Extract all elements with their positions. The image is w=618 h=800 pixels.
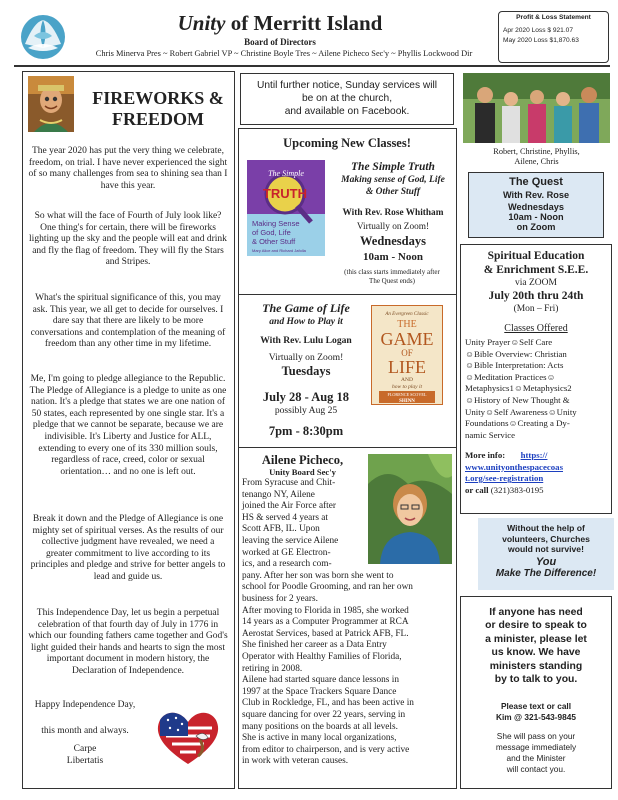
class1-mode: Virtually on Zoom!	[356, 222, 430, 232]
group-photo-caption	[463, 147, 610, 167]
quest-time: 10am - Noon	[508, 212, 564, 222]
class2-mode: Virtually on Zoom!	[268, 352, 344, 363]
ailene-bio-line: She finished her career as a Data Entry	[242, 640, 387, 651]
pass-on-text	[462, 731, 610, 775]
class2-title: The Game of Life	[262, 301, 350, 315]
ailene-bio-line: From Syracuse and Chit-	[242, 478, 336, 488]
more-info-call-label: or call	[465, 484, 489, 495]
ailene-bio-line: pany. After her son was born she went to	[242, 570, 394, 581]
registration-link[interactable]: www.unityonthespacecoas	[465, 461, 563, 472]
ailene-bio-line: worked at GE Electron-	[242, 547, 331, 558]
book2-and: AND	[401, 377, 413, 383]
ailene-bio-line: Club in Rockledge, FL, and has been active in	[242, 698, 414, 709]
class2-time: 7pm - 8:30pm	[268, 424, 344, 438]
profit-loss-row: May 2020 Loss $1,870.63	[503, 37, 579, 44]
classes-line: Unity☺Self Awareness☺Unity	[465, 406, 577, 417]
class1-subtitle-line: Making sense of God, Life	[341, 175, 445, 185]
minister-need-text	[462, 606, 610, 686]
middle-divider	[238, 294, 457, 295]
see-title-line: Spiritual Education	[487, 250, 585, 262]
volunteers-line: Without the help of	[507, 523, 585, 533]
class1-subtitle	[330, 175, 456, 198]
classes-line: ☺History of New Thought &	[465, 394, 570, 405]
middle-divider	[238, 447, 457, 448]
ailene-bio-line: tenango NY, Ailene	[242, 489, 315, 500]
board-heading: Board of Directors	[244, 37, 316, 47]
ailene-bio-line: Scott AFB, IL. Upon	[242, 524, 320, 535]
classes-line: Unity Prayer☺Self Care	[465, 337, 553, 347]
header-divider	[14, 65, 610, 67]
class1-time: 10am - Noon	[363, 251, 423, 263]
profit-loss-box	[498, 11, 609, 63]
pass-line: and the Minister	[506, 753, 566, 763]
article-paragraph-2: So what will the face of Fourth of July look like? One thing's for certain, there will be fireworks lighting up the sky and the people will eat and drink and fly the flag of freedom. They will fly the Stars and Stripes.	[29, 211, 227, 268]
title-line-2: FREEDOM	[112, 109, 204, 129]
signature-line-2: Libertatis	[66, 756, 104, 766]
book-cover-sub: Making Sense	[252, 219, 300, 228]
game-of-life-book-cover	[371, 305, 443, 405]
classes-line: ☺Bible Overview: Christian	[465, 348, 567, 359]
ailene-bio-line: Aerostat Services, based at Patrick AFB, FL.	[242, 628, 409, 639]
notice-line: be on at the church,	[301, 93, 393, 104]
book2-top-line: An Evergreen Classic	[385, 312, 429, 317]
kim-phone: Kim @ 321-543-9845	[495, 712, 577, 722]
ailene-photo-image	[368, 454, 452, 564]
book2-how: how to play it	[391, 384, 423, 390]
book-cover-author: Mary Alice and Richard Jafolla	[252, 248, 306, 253]
quest-teacher: With Rev. Rose	[502, 190, 570, 200]
class1-subtitle-line: & Other Stuff	[365, 186, 421, 197]
see-dates: July 20th thru 24th	[488, 290, 584, 302]
need-line: us know. We have	[491, 647, 581, 659]
class2-possible-extension: possibly Aug 25	[274, 405, 338, 416]
kim-contact	[462, 701, 610, 723]
classes-offered-heading: Classes Offered	[504, 323, 568, 334]
masthead-title-rest: of Merritt Island	[225, 11, 383, 35]
ailene-name: Ailene Picheco,	[261, 453, 344, 467]
fireworks-freedom-title	[82, 88, 234, 130]
profit-loss-title: Profit & Loss Statement	[516, 14, 591, 21]
ailene-bio-line: After moving to Florida in 1985, she worked	[242, 605, 409, 616]
class1-note-line: The Quest ends)	[369, 277, 415, 285]
ailene-bio-line: Operator with Healthy Families of Florida,	[242, 652, 402, 662]
author-portrait-image	[28, 76, 74, 132]
caption-line: Robert, Christine, Phyllis,	[493, 147, 580, 156]
see-days: (Mon – Fri)	[513, 304, 559, 314]
volunteers-line: volunteers, Churches	[502, 533, 590, 544]
classes-line: ☺Meditation Practices☺	[465, 371, 556, 382]
article-paragraph-3: What's the spiritual significance of this, you may ask. This year, we all get to decide for ourselves. I dare say that there are likely to be more conversations and contemplation of the meaning of freedom than any other time in my lifetime.	[30, 293, 226, 350]
class1-note	[328, 268, 456, 286]
see-title-line: & Enrichment S.E.E.	[483, 264, 589, 276]
simple-truth-book-cover	[247, 160, 325, 256]
upcoming-classes-heading: Upcoming New Classes!	[283, 136, 411, 150]
more-info-phone: (321)383-0195	[490, 484, 544, 495]
unity-logo-icon	[20, 14, 66, 60]
article-paragraph-5: Break it down and the Pledge of Allegiance is one mighty set of spiritual verses. As the results of our collective judgment have revealed, we need a greater commitment to live according to its principles and pledge and strive for better angels to lead and guide us.	[30, 514, 226, 582]
ailene-bio-line: retiring in 2008.	[242, 663, 303, 674]
board-names: Chris Minerva Pres ~ Robert Gabriel VP ~ Christine Boyle Tres ~ Ailene Picheco Sec'y ~ Phyllis Lockwood Dir	[95, 49, 473, 58]
flag-heart-icon	[150, 706, 226, 768]
title-line-1: FIREWORKS &	[92, 88, 224, 108]
classes-line: namic Service	[465, 429, 516, 440]
article-paragraph-6: This Independence Day, let us begin a perpetual celebration of that fourth day of July in 1776 in which our founding fathers came together and God's light guided their hands and hearts to sign the most important document in modern history, the Declaration of Independence.	[28, 608, 228, 676]
book-cover-title-small: The Simple	[268, 169, 304, 178]
ailene-bio-line: many positions on the boards at all levels.	[242, 721, 398, 732]
notice-line: Until further notice, Sunday services will	[256, 80, 438, 91]
volunteers-box	[478, 518, 614, 590]
class2-subtitle: and How to Play it	[269, 316, 343, 327]
book2-the: THE	[397, 319, 417, 330]
ailene-bio-line: in work with veteran causes.	[242, 756, 349, 767]
classes-offered-list	[465, 337, 610, 441]
classes-line: Metaphysics1☺Metaphysics2	[465, 383, 572, 394]
ailene-bio-line: joined the Air Force after	[242, 501, 336, 512]
volunteers-line: would not survive!	[508, 544, 584, 554]
ailene-bio-line: 14 years as a Computer Programmer at RCA	[242, 617, 409, 628]
ailene-bio-line: school for Poodle Grooming, and ran her own	[242, 582, 413, 593]
class2-teacher: With Rev. Lulu Logan	[260, 335, 352, 346]
notice-line: and available on Facebook.	[284, 106, 410, 117]
article-paragraph-4: Me, I'm going to pledge allegiance to the Republic. The Pledge of Allegiance is a pledge to unite as one nation. It's a pledge that states we are one nation of 50 states, each represented by one single star. It's a pledge that we cannot be separate, because we are indivisible. It's Liberty and Justice for ALL, extending to every one of its 330 million souls, regardless of race, creed, color or sexual orientation… and no one is left out.	[29, 374, 227, 477]
book2-of: OF	[401, 348, 413, 358]
signature-line-1: Carpe	[73, 744, 97, 754]
need-line: ministers standing	[489, 660, 583, 672]
ailene-bio-line: leaving the service Ailene	[242, 536, 339, 546]
registration-link[interactable]: https://	[520, 450, 548, 460]
book2-author-1: FLORENCE SCOVEL	[387, 392, 427, 397]
book2-author-2: SHINN	[399, 399, 415, 404]
ailene-bio-line: square dancing for over 22 years, serving in	[242, 710, 406, 720]
masthead-title-italic: Unity	[177, 11, 226, 35]
pass-line: will contact you.	[506, 764, 566, 774]
class1-day: Wednesdays	[360, 234, 426, 248]
article-paragraph-1: The year 2020 has put the very thing we celebrate, freedom, on trial. I have never experienced the sight of so many challenges from sea to shining sea than I have this year.	[28, 146, 228, 191]
quest-title: The Quest	[509, 176, 563, 188]
book2-life: LIFE	[388, 357, 426, 377]
the-quest-box	[468, 172, 604, 238]
classes-line: Foundations☺Creating a Dy-	[465, 418, 570, 429]
ailene-bio-line: HS & served 4 years at	[242, 512, 328, 523]
services-notice-box	[240, 73, 454, 125]
ailene-bio-line: Ailene had started square dance lessons in	[242, 675, 399, 686]
class1-title: The Simple Truth	[351, 161, 435, 173]
class1-note-line: (this class starts immediately after	[344, 268, 440, 276]
ailene-bio-line: ics, and a research com-	[242, 559, 332, 570]
need-line: a minister, please let	[485, 633, 587, 645]
book-cover-sub: of God, Life	[252, 228, 291, 237]
more-info-label: More info:	[465, 450, 506, 460]
volunteers-difference: Make The Difference!	[495, 567, 597, 579]
ailene-bio-line: business for 2 years.	[242, 594, 318, 604]
book-cover-title-big: TRUTH	[262, 186, 308, 201]
quest-mode: on Zoom	[516, 222, 556, 232]
ailene-role: Unity Board Sec'y	[269, 467, 336, 477]
profit-loss-row: Apr 2020 Loss $ 921.07	[503, 27, 574, 34]
class1-teacher: With Rev. Rose Whitham	[342, 208, 444, 218]
need-line: If anyone has need	[489, 607, 583, 618]
pass-line: She will pass on your	[496, 731, 576, 741]
ailene-bio-line: 1997 at the Space Trackers Square Dance	[242, 686, 397, 697]
ailene-bio-line: from editor to chairperson, and is very active	[242, 744, 410, 755]
see-via: via ZOOM	[515, 278, 557, 288]
classes-line: ☺Bible Interpretation: Acts	[465, 360, 564, 371]
board-group-photo-image	[463, 73, 610, 143]
more-info-block	[465, 450, 610, 496]
see-title	[460, 249, 612, 277]
closing-line-1: Happy Independence Day,	[34, 700, 136, 710]
masthead-title	[70, 11, 490, 35]
book-cover-sub: & Other Stuff	[252, 237, 296, 246]
caption-line: Ailene, Chris	[514, 157, 559, 166]
class2-day: Tuesdays	[281, 364, 331, 378]
book2-game: GAME	[380, 329, 434, 349]
class2-dates: July 28 - Aug 18	[262, 390, 350, 404]
kim-line: Please text or call	[500, 701, 572, 711]
volunteers-you: You	[535, 555, 557, 568]
need-line: or desire to speak to	[485, 620, 587, 632]
registration-link[interactable]: t.org/see-registration	[465, 473, 544, 484]
ailene-bio-line: She is active in many local organizations,	[242, 733, 397, 744]
pass-line: message immediately	[495, 742, 577, 752]
quest-day: Wednesdays	[508, 202, 564, 212]
closing-line-2: this month and always.	[41, 726, 129, 736]
need-line: by to talk to you.	[494, 674, 578, 686]
